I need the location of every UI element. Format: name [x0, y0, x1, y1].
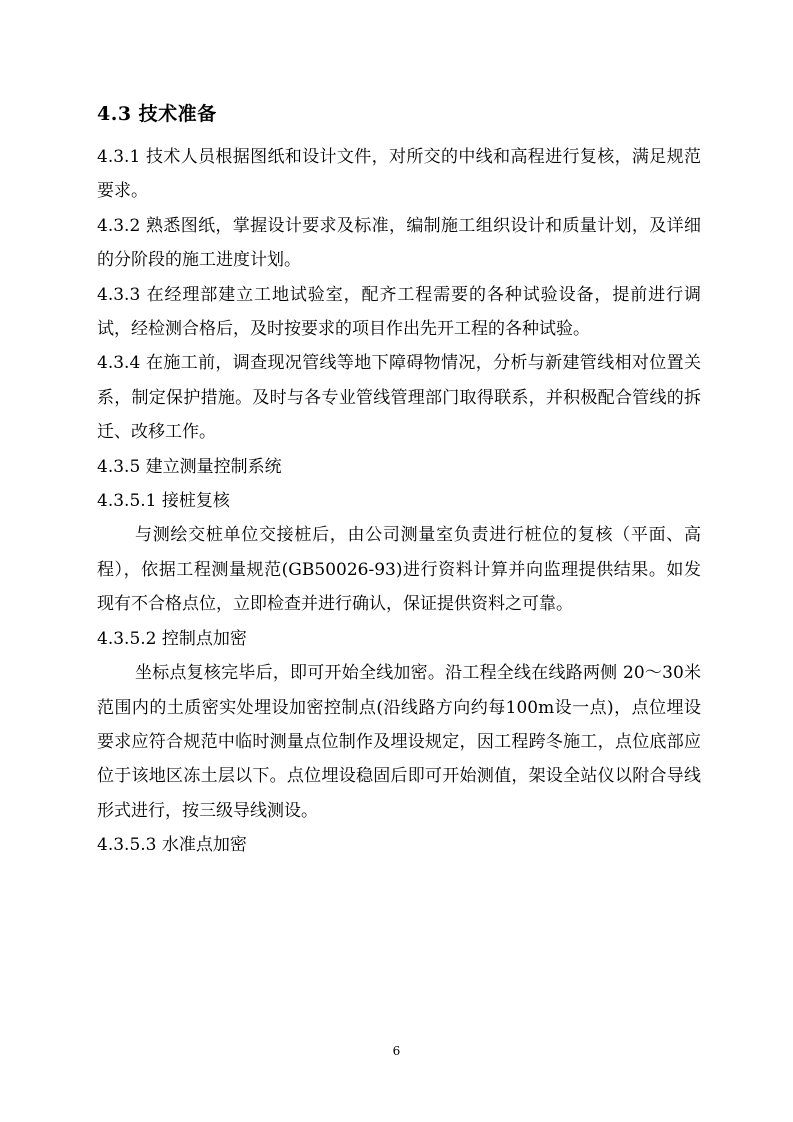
subheading-4-3-5-2: 4.3.5.2 控制点加密: [97, 628, 247, 649]
paragraph-4-3-1: 4.3.1 技术人员根据图纸和设计文件，对所交的中线和高程进行复核，满足规范要求。: [97, 147, 701, 202]
paragraph-4-3-2: 4.3.2 熟悉图纸，掌握设计要求及标准，编制施工组织设计和质量计划，及详细的分阶段的施工进度计划。: [97, 215, 701, 271]
paragraph-control-points: 坐标点复核完毕后，即可开始全线加密。沿工程全线在线路两侧 20～30米范围内的土质密实处埋设加密控制点(沿线路方向约每100m设一点)，点位埋设要求应符合规范中临时测量点位制作及埋设规定，因工程跨冬施工，点位底部应位于该地区冻土层以下。点位埋设稳固后即可开始测值，架设全站仪以附合导线形式进行，按三级导线测设。: [97, 663, 701, 821]
paragraph-stake-check: 与测绘交桩单位交接桩后，由公司测量室负责进行桩位的复核（平面、高程），依据工程测量规范(GB50026-93)进行资料计算并向监理提供结果。如发现有不合格点位，立即检查并进行确认，保证提供资料之可靠。: [97, 525, 701, 615]
page-number: 6: [392, 1044, 401, 1058]
paragraph-4-3-4: 4.3.4 在施工前，调查现况管线等地下障碍物情况，分析与新建管线相对位置关系，制定保护措施。及时与各专业管线管理部门取得联系，并积极配合管线的拆迁、改移工作。: [97, 353, 701, 443]
section-heading: 4.3 技术准备: [97, 103, 217, 125]
paragraph-4-3-3: 4.3.3 在经理部建立工地试验室，配齐工程需要的各种试验设备，提前进行调试，经检测合格后，及时按要求的项目作出先开工程的各种试验。: [97, 284, 701, 340]
subheading-4-3-5-1: 4.3.5.1 接桩复核: [97, 491, 230, 512]
document-body: [97, 140, 701, 863]
subheading-4-3-5: 4.3.5 建立测量控制系统: [97, 456, 282, 477]
subheading-4-3-5-3: 4.3.5.3 水准点加密: [97, 835, 247, 856]
